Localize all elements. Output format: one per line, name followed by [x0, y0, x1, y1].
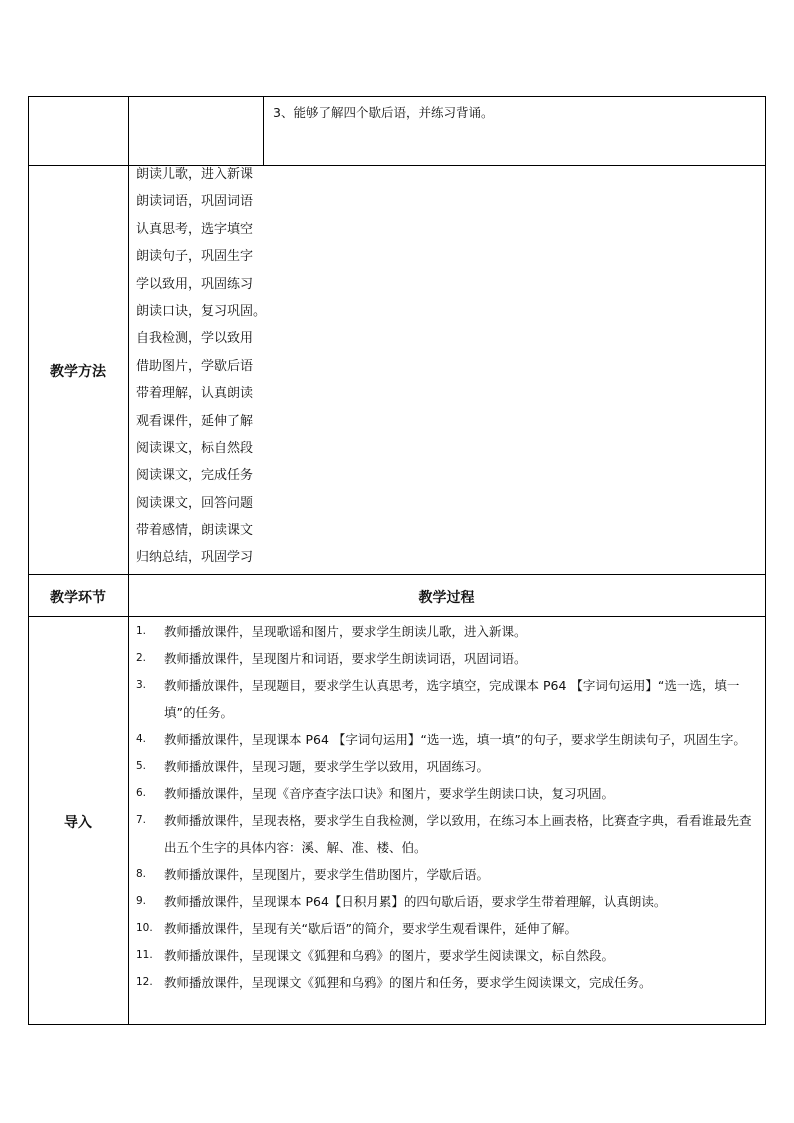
process-item	[136, 969, 761, 996]
process-item-number: 1.	[136, 625, 147, 637]
process-item	[136, 780, 761, 807]
process-item	[136, 726, 761, 753]
intro-label: 导入	[64, 815, 92, 831]
process-item	[136, 672, 761, 726]
header-teaching-process: 教学过程	[418, 590, 475, 606]
process-item-number: 5.	[136, 760, 147, 772]
process-item-text: 教师播放课件，呈现有关“歇后语”的简介，要求学生观看课件，延伸了解。	[164, 921, 577, 936]
method-item: 朗读句子，巩固生字	[136, 249, 254, 265]
process-item-text: 教师播放课件，呈现习题，要求学生学以致用，巩固练习。	[164, 759, 490, 774]
method-item: 自我检测，学以致用	[136, 331, 254, 347]
process-item-text: 教师播放课件，呈现课本 P64 【字词句运用】“选一选，填一填”的句子，要求学生朗读句子，巩固生字。	[164, 732, 746, 747]
process-item-number: 3.	[136, 679, 147, 691]
method-item: 观看课件，延伸了解	[136, 413, 254, 429]
method-item: 归纳总结，巩固学习	[136, 550, 254, 566]
process-item-text: 教师播放课件，呈现《音序查字法口诀》和图片，要求学生朗读口诀，复习巩固。	[164, 786, 615, 801]
method-label: 教学方法	[50, 364, 106, 380]
process-item-number: 8.	[136, 868, 147, 880]
method-item: 带着理解，认真朗读	[136, 386, 254, 402]
process-item-text: 教师播放课件，呈现表格，要求学生自我检测，学以致用，在练习本上画表格，比赛查字典，看看谁最先查出五个生字的具体内容：溪、解、准、楼、伯。	[164, 813, 752, 855]
process-item	[136, 861, 761, 888]
process-item	[136, 888, 761, 915]
method-item: 阅读课文，回答问题	[136, 495, 254, 511]
method-item: 朗读口诀，复习巩固。	[136, 303, 267, 319]
method-list	[136, 166, 266, 577]
goal-item-3: 3、能够了解四个歇后语，并练习背诵。	[273, 105, 494, 120]
table-top-border	[28, 96, 766, 97]
top-row-inner-divider	[263, 96, 264, 166]
process-item-number: 4.	[136, 733, 147, 745]
process-item	[136, 807, 761, 861]
column-divider	[128, 96, 129, 1025]
table-right-border	[765, 96, 766, 1025]
process-item-number: 10.	[136, 922, 153, 934]
process-item-text: 教师播放课件，呈现歌谣和图片，要求学生朗读儿歌，进入新课。	[164, 624, 527, 639]
process-item	[136, 915, 761, 942]
process-item-number: 2.	[136, 652, 147, 664]
process-item	[136, 753, 761, 780]
process-list	[136, 618, 761, 996]
process-item-number: 6.	[136, 787, 147, 799]
process-item	[136, 618, 761, 645]
method-item: 阅读课文，完成任务	[136, 468, 254, 484]
method-item: 带着感情，朗读课文	[136, 523, 254, 539]
method-item: 朗读词语，巩固词语	[136, 194, 254, 210]
process-item-text: 教师播放课件，呈现课本 P64【日积月累】的四句歇后语，要求学生带着理解，认真朗读。	[164, 894, 667, 909]
method-item: 朗读儿歌，进入新课	[136, 167, 254, 182]
row-divider-3	[28, 616, 766, 617]
method-item: 学以致用，巩固练习	[136, 276, 254, 292]
process-item-text: 教师播放课件，呈现图片，要求学生借助图片，学歇后语。	[164, 867, 490, 882]
method-item: 阅读课文，标自然段	[136, 440, 254, 456]
process-item-number: 9.	[136, 895, 147, 907]
table-bottom-border	[28, 1024, 766, 1025]
process-item-text: 教师播放课件，呈现课文《狐狸和乌鸦》的图片和任务，要求学生阅读课文，完成任务。	[164, 975, 652, 990]
process-item-number: 11.	[136, 949, 153, 961]
process-item-text: 教师播放课件，呈现课文《狐狸和乌鸦》的图片，要求学生阅读课文，标自然段。	[164, 948, 615, 963]
process-item-text: 教师播放课件，呈现题目，要求学生认真思考，选字填空，完成课本 P64 【字词句运用】“选一选，填一填”的任务。	[164, 678, 740, 720]
process-item	[136, 645, 761, 672]
process-item-number: 7.	[136, 814, 147, 826]
process-item	[136, 942, 761, 969]
method-item: 借助图片，学歇后语	[136, 358, 254, 374]
method-item: 认真思考，选字填空	[136, 221, 254, 237]
process-item-text: 教师播放课件，呈现图片和词语，要求学生朗读词语，巩固词语。	[164, 651, 527, 666]
process-item-number: 12.	[136, 976, 153, 988]
header-teaching-step: 教学环节	[50, 590, 106, 606]
table-left-border	[28, 96, 29, 1025]
